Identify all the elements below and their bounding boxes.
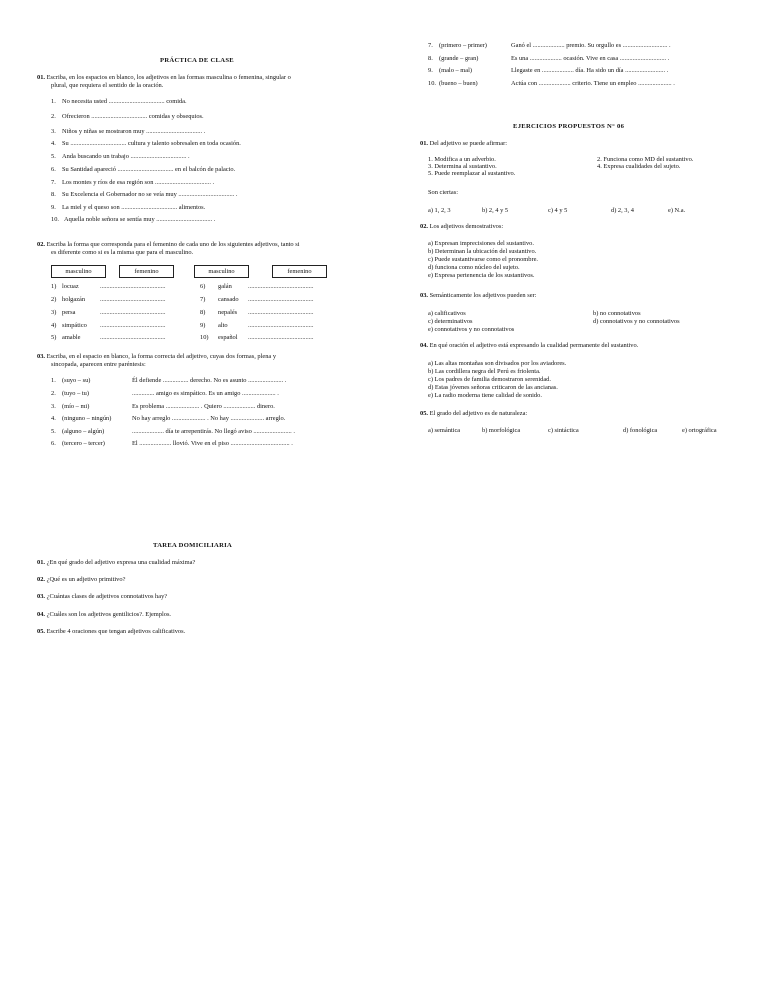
answer-blank: .........................................	[248, 334, 314, 341]
item-number: 6.	[51, 440, 56, 447]
item-text: Ofrecieron ................................... comidas y obsequios.	[62, 113, 204, 120]
item-number: 7)	[200, 296, 206, 303]
item-number: 10.	[51, 216, 59, 223]
question-number: 03.	[37, 353, 45, 360]
option-a[interactable]: a) calificativos	[428, 310, 466, 317]
word-pair: (ninguno – ningún)	[62, 415, 112, 422]
question-number: 03.	[420, 292, 428, 299]
option-d[interactable]: d) Estas jóvenes señoras criticaron de las ancianas.	[428, 384, 558, 391]
option-b[interactable]: b) morfológica	[482, 427, 521, 434]
practica-title: PRÁCTICA DE CLASE	[160, 57, 234, 64]
option-e[interactable]: e) ortográfica	[682, 427, 717, 434]
table-row	[200, 296, 314, 304]
item-text: Actúa con .................... criterio. Tiene un empleo ..................... .	[511, 80, 675, 87]
answer-blank: .........................................	[100, 334, 166, 341]
table-row	[51, 296, 166, 304]
question-number: 05.	[37, 628, 45, 635]
answer-blank: .........................................	[248, 283, 314, 290]
question-number: 02.	[37, 576, 45, 583]
ejercicio-q03	[420, 292, 536, 300]
list-item	[428, 55, 669, 63]
son-ciertas-label: Son ciertas:	[428, 189, 458, 196]
option-d[interactable]: d) fonológica	[623, 427, 658, 434]
item-number: 5.	[51, 153, 56, 160]
question-text: Los adjetivos demostrativos:	[429, 223, 504, 230]
ejercicio-q05	[420, 410, 527, 418]
practica-q01-line2: plural, que requiera el sentido de la oración.	[51, 82, 164, 89]
list-item	[51, 390, 279, 398]
table-row	[200, 334, 314, 342]
answer-blank: .........................................	[100, 309, 166, 316]
item-number: 2.	[51, 390, 56, 397]
adjective-word: holgazán	[62, 296, 86, 303]
list-item	[51, 377, 286, 385]
word-pair: (suyo – su)	[62, 377, 91, 384]
item-text: El .................... llovió. Vive en el piso ..................................... .	[132, 440, 293, 447]
question-text: ¿En qué grado del adjetivo expresa una cualidad máxima?	[46, 559, 196, 566]
table-row	[200, 309, 314, 317]
item-number: 2)	[51, 296, 57, 303]
option-e[interactable]: e) connotativos y no connotativos	[428, 326, 515, 333]
adjective-word: simpático	[62, 322, 87, 329]
word-pair: (malo – mal)	[439, 67, 473, 74]
header-masculino: masculino	[194, 265, 249, 278]
item-text: Los montes y ríos de esa región son ................................... .	[62, 179, 215, 186]
option-e[interactable]: e) Expresa pertenencia de los sustantivos.	[428, 272, 535, 279]
option-b[interactable]: b) 2, 4 y 5	[482, 207, 509, 214]
question-text: Escriba la forma que corresponda para el femenino de cada uno de los siguientes adjetivos, tanto si	[46, 241, 300, 248]
practica-q02-line1	[37, 241, 300, 249]
item-number: 4.	[51, 140, 56, 147]
option-a[interactable]: a) 1, 2, 3	[428, 207, 451, 214]
list-item	[428, 67, 668, 75]
table-row	[51, 309, 166, 317]
question-number: 05.	[420, 410, 428, 417]
question-number: 03.	[37, 593, 45, 600]
statement-item: 1. Modifica a un adverbio.	[428, 156, 496, 163]
option-a[interactable]: a) Expresan imprecisiones del sustantivo.	[428, 240, 534, 247]
word-pair: (grande – gran)	[439, 55, 479, 62]
list-item	[51, 128, 205, 136]
statement-item: 5. Puede reemplazar al sustantivo.	[428, 170, 516, 177]
list-item	[51, 440, 293, 448]
option-c[interactable]: c) sintáctica	[548, 427, 579, 434]
list-item	[37, 593, 167, 601]
item-number: 2.	[51, 113, 56, 120]
word-pair: (alguno – algún)	[62, 428, 105, 435]
statement-item: 2. Funciona como MD del sustantivo.	[597, 156, 694, 163]
header-femenino: femenino	[272, 265, 327, 278]
question-text: ¿Qué es un adjetivo primitivo?	[46, 576, 126, 583]
question-number: 02.	[37, 241, 45, 248]
adjective-word: locuaz	[62, 283, 79, 290]
answer-blank: .........................................	[248, 309, 314, 316]
item-number: 9.	[51, 204, 56, 211]
answer-blank: .........................................	[100, 322, 166, 329]
item-text: Su ................................... cultura y talento sobresalen en toda ocasión.	[62, 140, 241, 147]
item-text: Él defiende ................ derecho. No es asunto ...................... .	[132, 377, 287, 384]
list-item	[37, 611, 171, 619]
answer-blank: .........................................	[100, 296, 166, 303]
item-text: La miel y el queso son ................................... alimentos.	[62, 204, 206, 211]
question-text: Semánticamente los adjetivos pueden ser:	[429, 292, 537, 299]
statement-item: 4. Expresa cualidades del sujeto.	[597, 163, 681, 170]
question-number: 04.	[37, 611, 45, 618]
option-d[interactable]: d) 2, 3, 4	[611, 207, 634, 214]
list-item	[37, 559, 195, 567]
option-c[interactable]: c) determinativos	[428, 318, 473, 325]
question-text: Del adjetivo se puede afirmar:	[429, 140, 507, 147]
item-text: .............. amigo es simpático. Es un amigo ..................... .	[132, 390, 279, 397]
adjective-word: cansado	[218, 296, 239, 303]
question-number: 02.	[420, 223, 428, 230]
item-text: Es problema ..................... . Quiero .................... dinero.	[132, 403, 275, 410]
item-number: 8)	[200, 309, 206, 316]
question-number: 01.	[420, 140, 428, 147]
ejercicios-title: EJERCICIOS PROPUESTOS N° 06	[513, 123, 625, 130]
list-item	[51, 153, 190, 161]
option-d[interactable]: d) connotativos y no connotativos	[593, 318, 680, 325]
question-text: Escriba, en el espacio en blanco, la forma correcta del adjetivo, cuyas dos formas, plena y	[46, 353, 277, 360]
item-text: Ganó el .................... premio. Su orgullo es ............................ .	[511, 42, 671, 49]
list-item	[428, 80, 675, 88]
ejercicio-q02	[420, 223, 503, 231]
list-item	[51, 113, 204, 121]
answer-blank: .........................................	[248, 322, 314, 329]
item-number: 5.	[51, 428, 56, 435]
list-item	[51, 191, 238, 199]
adjective-word: persa	[62, 309, 76, 316]
statement-item: 3. Determina al sustantivo.	[428, 163, 497, 170]
list-item	[51, 428, 295, 436]
item-number: 6)	[200, 283, 206, 290]
practica-q03-line1	[37, 353, 276, 361]
item-number: 3.	[51, 128, 56, 135]
option-a[interactable]: a) semántica	[428, 427, 461, 434]
item-number: 3.	[51, 403, 56, 410]
item-number: 1.	[51, 98, 56, 105]
list-item	[51, 98, 187, 106]
table-row	[200, 283, 314, 291]
item-text: Aquella noble señora se sentía muy ................................... .	[64, 216, 216, 223]
list-item	[51, 140, 241, 148]
question-number: 01.	[37, 74, 45, 81]
item-text: No hay arreglo ..................... . No hay ..................... arreglo.	[132, 415, 286, 422]
ejercicio-q04	[420, 342, 638, 350]
item-text: Anda buscando un trabajo ................................... .	[62, 153, 190, 160]
item-number: 5)	[51, 334, 57, 341]
header-femenino: femenino	[119, 265, 174, 278]
item-text: Llegaste en .................... día. Ha sido un día ......................... .	[511, 67, 669, 74]
item-number: 9.	[428, 67, 433, 74]
question-number: 01.	[37, 559, 45, 566]
list-item	[51, 166, 235, 174]
item-text: Su Santidad apareció ................................... en el balcón de palacio.	[62, 166, 236, 173]
practica-q03-line2: sincopada, aparecen entre paréntesis:	[51, 361, 146, 368]
item-number: 3)	[51, 309, 57, 316]
list-item	[37, 628, 185, 636]
word-pair: (tuyo – tu)	[62, 390, 89, 397]
question-text: ¿Cuáles son los adjetivos gentilicios?. Ejemplos.	[46, 611, 172, 618]
table-row	[200, 322, 314, 330]
adjective-word: nepalés	[218, 309, 238, 316]
item-number: 7.	[51, 179, 56, 186]
ejercicio-q01	[420, 140, 507, 148]
item-number: 8.	[428, 55, 433, 62]
word-pair: (tercero – tercer)	[62, 440, 105, 447]
item-number: 7.	[428, 42, 433, 49]
option-e[interactable]: e) N.a.	[668, 207, 686, 214]
table-row	[51, 334, 166, 342]
answer-blank: .........................................	[100, 283, 166, 290]
question-text: El grado del adjetivo es de naturaleza:	[429, 410, 528, 417]
word-pair: (primero – primer)	[439, 42, 487, 49]
word-pair: (bueno – buen)	[439, 80, 478, 87]
option-d[interactable]: d) funciona como núcleo del sujeto.	[428, 264, 520, 271]
option-c[interactable]: c) Puede sustantivarse como el pronombre.	[428, 256, 539, 263]
list-item	[51, 403, 275, 411]
list-item	[428, 42, 671, 50]
question-text: Escribe 4 oraciones que tengan adjetivos calificativos.	[46, 628, 186, 635]
item-text: Su Excelencia el Gobernador no se veía muy ................................... .	[62, 191, 238, 198]
adjective-word: alto	[218, 322, 228, 329]
practica-q02-line2: es diferente como si es la misma que para el masculino.	[51, 249, 194, 256]
table-row	[51, 322, 166, 330]
item-text: Niños y niñas se mostraron muy ................................... .	[62, 128, 206, 135]
item-number: 10)	[200, 334, 209, 341]
item-text: No necesita usted ................................... comida.	[62, 98, 187, 105]
header-masculino: masculino	[51, 265, 106, 278]
item-number: 1)	[51, 283, 57, 290]
option-c[interactable]: c) 4 y 5	[548, 207, 568, 214]
list-item	[51, 415, 285, 423]
item-text: .................... día te arrepentirás. No llegó aviso ........................ .	[132, 428, 295, 435]
question-text: ¿Cuántas clases de adjetivos connotativos hay?	[46, 593, 168, 600]
adjective-word: amable	[62, 334, 81, 341]
adjective-word: español	[218, 334, 238, 341]
item-number: 1.	[51, 377, 56, 384]
list-item	[37, 576, 125, 584]
tarea-title: TAREA DOMICILIARIA	[153, 542, 233, 549]
item-number: 4.	[51, 415, 56, 422]
item-number: 9)	[200, 322, 206, 329]
item-number: 4)	[51, 322, 57, 329]
option-b[interactable]: b) Las cordillera negra del Perú es friolenta.	[428, 368, 541, 375]
list-item	[51, 179, 214, 187]
item-number: 8.	[51, 191, 56, 198]
question-number: 04.	[420, 342, 428, 349]
question-text: En qué oración el adjetivo está expresando la cualidad permanente del sustantivo.	[429, 342, 639, 349]
item-number: 6.	[51, 166, 56, 173]
list-item	[51, 204, 205, 212]
option-a[interactable]: a) Las altas montañas son divisados por los aviadores.	[428, 360, 567, 367]
item-text: Es una .................... ocasión. Vive en casa ............................. .	[511, 55, 670, 62]
option-e[interactable]: e) La radio moderna tiene calidad de sonido.	[428, 392, 542, 399]
word-pair: (mío – mi)	[62, 403, 90, 410]
list-item	[51, 216, 215, 224]
question-text: Escriba, en los espacios en blanco, los adjetivos en las formas masculina o femenina, singular o	[46, 74, 291, 81]
adjective-word: galán	[218, 283, 232, 290]
item-number: 10.	[428, 80, 436, 87]
table-row	[51, 283, 166, 291]
option-c[interactable]: c) Los padres de familia demostraron serenidad.	[428, 376, 551, 383]
option-b[interactable]: b) no connotativos	[593, 310, 641, 317]
answer-blank: .........................................	[248, 296, 314, 303]
practica-q01-line1	[37, 74, 291, 82]
option-b[interactable]: b) Determinan la ubicación del sustantivo.	[428, 248, 537, 255]
